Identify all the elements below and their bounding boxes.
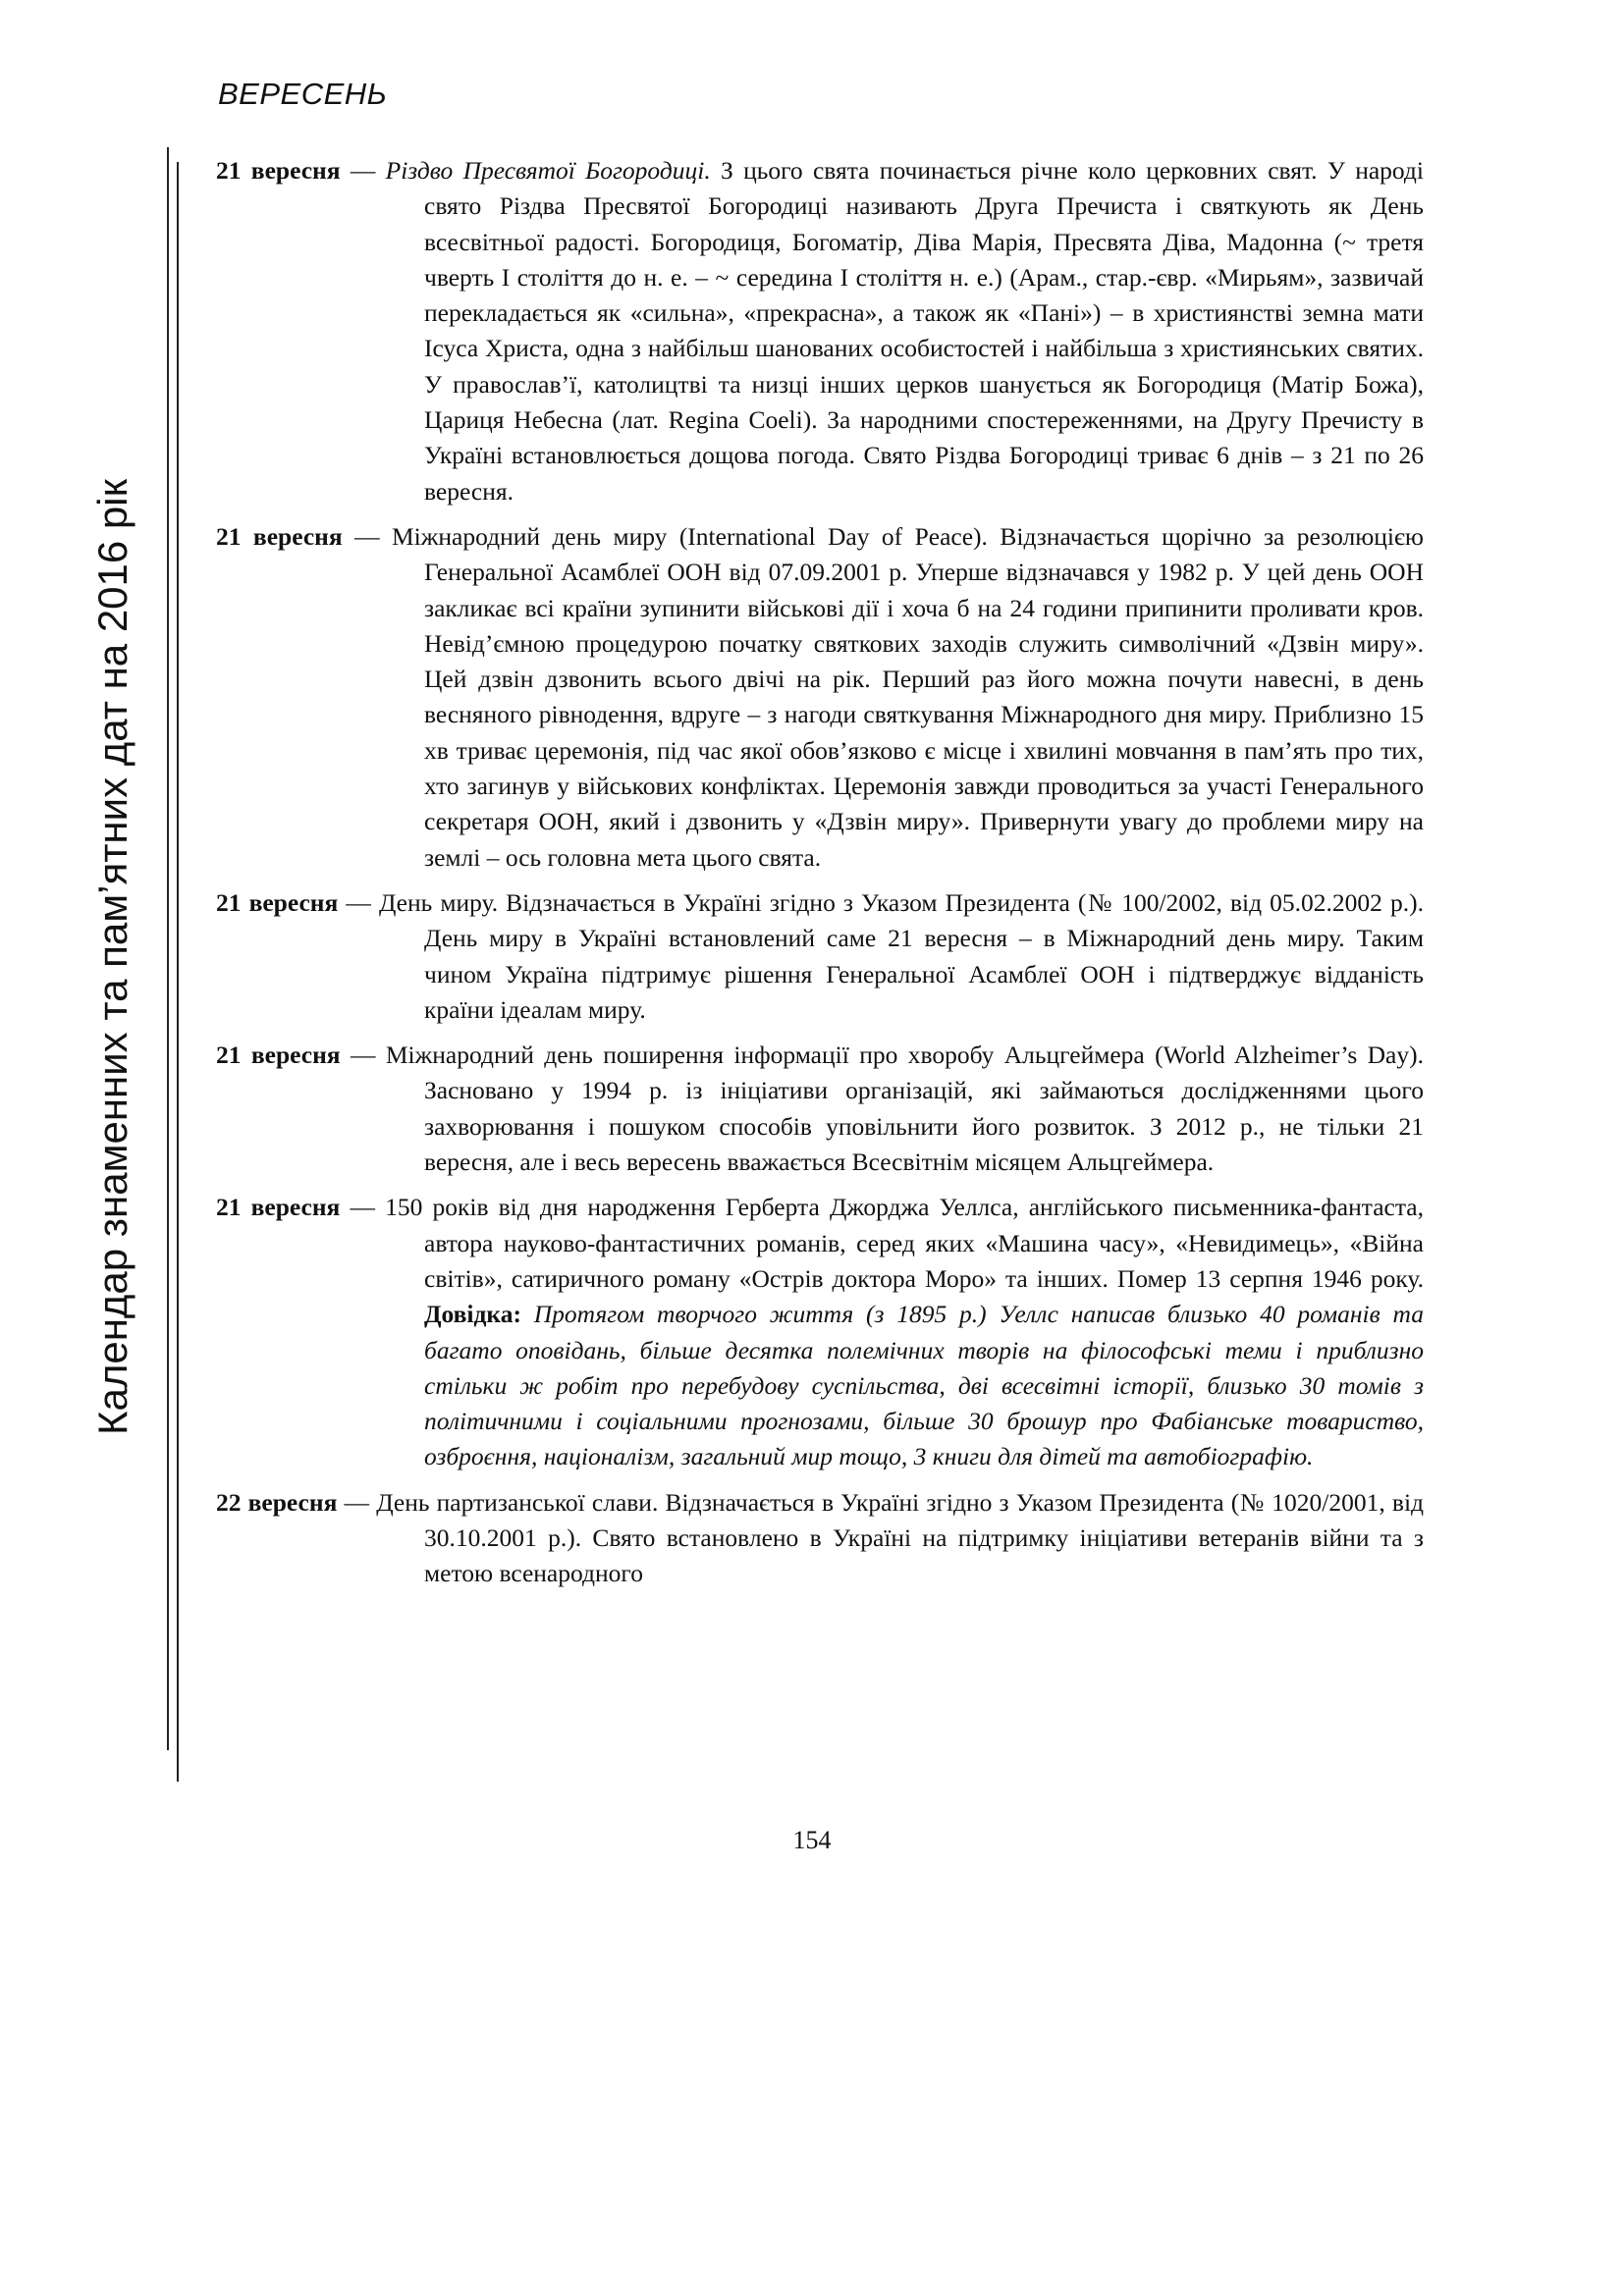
entry-text: День миру. Відзначається в Україні згідно з Указом Президента (№ 100/2002, від 05.02.2002 р.). День миру в Україні встановлений саме 21 вересня – в Міжнародний день миру. Таким чином Україна підтримує рішення Генеральної Асамблеї ООН і підтверджує відданість країни ідеалам миру. — [378, 887, 1424, 1024]
calendar-entry-6 — [216, 1485, 1424, 1592]
entry-dash: — — [338, 887, 379, 917]
entry-date: 21 вересня — [216, 156, 341, 185]
entry-title: Різдво Пресвятої Богородиці. — [385, 156, 711, 185]
entry-dash: — — [340, 1041, 386, 1070]
vertical-book-title: Календар знаменних та пам’ятних дат на 2016 рік — [89, 479, 135, 1435]
note-text: Протягом творчого життя (з 1895 р.) Уеллс написав близько 40 романів та багато оповідань, більше десятка полемічних творів на філософські теми і приблизно стільки ж робіт про перебудову суспільства, дві всесвітні історії, близько 30 томів з політичними і соціальними прогнозами, більше 30 брошур про Фабіанське товариство, озброєння, націоналізм, загальний мир тощо, 3 книги для дітей та автобіографію. — [424, 1300, 1424, 1471]
calendar-entry-3 — [216, 885, 1424, 1028]
entry-date: 21 вересня — [216, 521, 343, 551]
page-number: 154 — [792, 1826, 832, 1854]
entry-date: 22 вересня — [216, 1487, 338, 1517]
entry-text: З цього свята починається річне коло церковних свят. У народі свято Різдва Пресвятої Богородиці називають Друга Пречиста і святкують як День всесвітньої радості. Богородиця, Богоматір, Діва Марія, Пресвята Діва, Мадонна (~ третя чверть I століття до н. е. – ~ середина I століття н. е.) (Арам., стар.-євр. «Мирьям», зазвичай перекладається як «сильна», «прекрасна», а також як «Пані») – в християнстві земна мати Ісуса Христа, одна з найбільш шанованих особистостей і найбільша з християнських святих. У православ’ї, католицтві та низці інших церков шанується як Богородиця (Матір Божа), Цариця Небесна (лат. Regina Coeli). За народними спостереженнями, на Другу Пречисту в Україні встановлюється дощова погода. Свято Різдва Богородиці триває 6 днів – з 21 по 26 вересня. — [424, 156, 1424, 506]
entry-text: Міжнародний день миру (International Day of Peace). Відзначається щорічно за резолюцією Генеральної Асамблеї ООН від 07.09.2001 р. Уперше відзначався у 1982 р. У цей день ООН закликає всі країни зупинити військові дії і хоча б на 24 години припинити проливати кров. Невід’ємною процедурою початку святкових заходів служить символічний «Дзвін миру». Цей дзвін дзвонить всього двічі на рік. Перший раз його можна почути навесні, в день весняного рівнодення, вдруге – з нагоди святкування Міжнародного дня миру. Приблизно 15 хв триває церемонія, під час якої обов’язково є місце і хвилині мовчання в пам’ять про тих, хто загинув у військових конфліктах. Церемонія завжди проводиться за участі Генерального секретаря ООН, який і дзвонить у «Дзвін миру». Привернути увагу до проблеми миру на землі – ось головна мета цього свята. — [392, 521, 1424, 872]
entry-text: День партизанської слави. Відзначається в Україні згідно з Указом Президента (№ 1020/2001, від 30.10.2001 р.). Свято встановлено в Україні на підтримку ініціативи ветеранів війни та з метою всенародного — [376, 1487, 1425, 1588]
running-header: ВЕРЕСЕНЬ — [218, 77, 388, 111]
entry-text: Міжнародний день поширення інформації про хворобу Альцгеймера (World Alzheimer’s Day). Засновано у 1994 р. із ініціативи організацій, які займаються дослідженнями цього захворювання і пошуком способів уповільнити його розвиток. З 2012 р., не тільки 21 вересня, але і весь вересень вважається Всесвітнім місяцем Альцгеймера. — [385, 1041, 1424, 1177]
margin-rule — [167, 147, 169, 1750]
entry-dash: — — [342, 521, 392, 551]
entry-date: 21 вересня — [216, 1041, 341, 1070]
calendar-entry-1 — [216, 153, 1424, 509]
calendar-entry-4 — [216, 1038, 1424, 1180]
calendar-entry-5 — [216, 1190, 1424, 1474]
entry-dash: — — [337, 1487, 377, 1517]
calendar-entries — [216, 153, 1424, 1602]
entry-date: 21 вересня — [216, 1193, 341, 1222]
entry-dash: — — [340, 1193, 386, 1222]
entry-dash: — — [340, 156, 386, 185]
entry-date: 21 вересня — [216, 887, 339, 917]
calendar-entry-2 — [216, 519, 1424, 876]
margin-rule-inner — [177, 162, 179, 1782]
side-title-band — [69, 147, 157, 1767]
note-label: Довідка: — [424, 1300, 521, 1329]
entry-text: 150 років від дня народження Герберта Джорджа Уеллса, англійського письменника-фантаста, автора науково-фантастичних романів, серед яких «Машина часу», «Невидимець», «Війна світів», сатиричного роману «Острів доктора Моро» та інших. Помер 13 серпня 1946 року. — [385, 1193, 1424, 1293]
